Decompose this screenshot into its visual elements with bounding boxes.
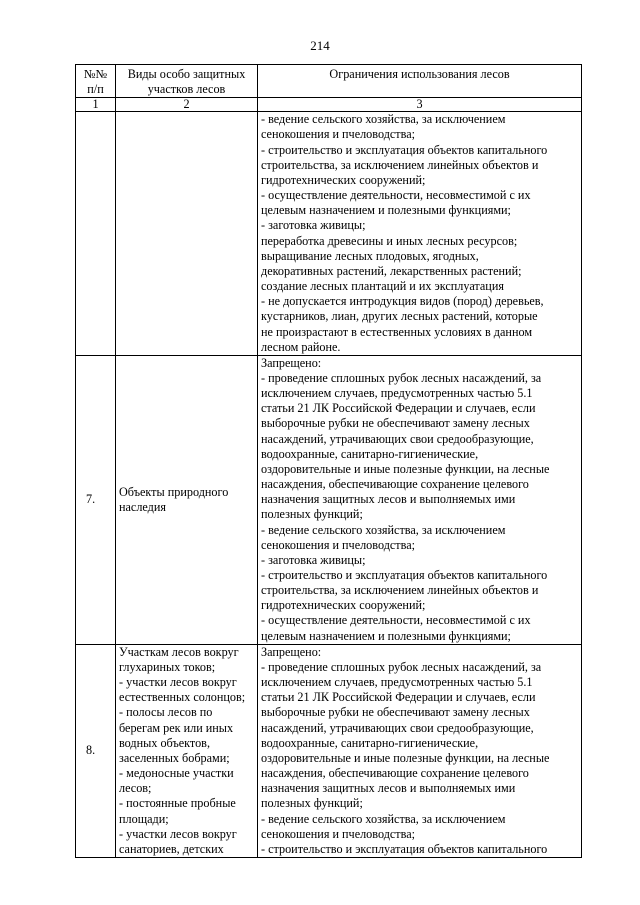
area-type-line: - участки лесов вокруг (119, 675, 237, 690)
header-type: Виды особо защитных участков лесов (116, 65, 258, 98)
restriction-line: - проведение сплошных рубок лесных насаждений, за (261, 370, 542, 385)
restriction-line: целевым назначением и полезными функциями; (261, 628, 511, 643)
restriction-line: гидротехнических сооружений; (261, 598, 426, 613)
restriction-line: назначения защитных лесов и выполняемых ими (261, 781, 516, 796)
table-row (76, 355, 582, 644)
restrictions (258, 644, 582, 857)
restriction-line: не произрастают в естественных условиях в данном (261, 324, 533, 339)
restriction-line: сенокошения и пчеловодства; (261, 127, 416, 142)
area-type-line: естественных солонцов; (119, 690, 246, 705)
restriction-line: сенокошения и пчеловодства; (261, 537, 416, 552)
column-number: 1 (76, 98, 116, 112)
area-type-line: - медоносные участки (119, 766, 234, 781)
restriction-line: - заготовка живицы; (261, 218, 366, 233)
restriction-line: - осуществление деятельности, несовместимой с их (261, 188, 531, 203)
row-number: 7. (76, 355, 116, 644)
area-type (116, 112, 258, 356)
restriction-line: Запрещено: (261, 355, 322, 370)
restriction-line: статьи 21 ЛК Российской Федерации и случаев, если (261, 401, 536, 416)
restriction-line: Запрещено: (261, 644, 322, 659)
restriction-line: исключением случаев, предусмотренных частью 5.1 (261, 386, 533, 401)
restriction-line: насаждения, обеспечивающие сохранение целевого (261, 477, 529, 492)
restrictions (258, 112, 582, 356)
restriction-line: - строительство и эксплуатация объектов капитального (261, 142, 548, 157)
restriction-line: насаждения, обеспечивающие сохранение целевого (261, 766, 529, 781)
column-number-row (76, 98, 582, 112)
restriction-line: переработка древесины и иных лесных ресурсов; (261, 233, 518, 248)
table-header-row (76, 65, 582, 98)
area-type-line: глухариных токов; (119, 659, 216, 674)
area-type-line: Участкам лесов вокруг (119, 644, 239, 659)
area-type-line: - полосы лесов по (119, 705, 213, 720)
restriction-line: насаждений, утрачивающих свои средообразующие, (261, 431, 534, 446)
restriction-line: оздоровительные и иные полезные функции, на лесные (261, 461, 550, 476)
restriction-line: сенокошения и пчеловодства; (261, 826, 416, 841)
restriction-line: строительства, за исключением линейных объектов и (261, 157, 539, 172)
row-number: 8. (76, 644, 116, 857)
restriction-line: декоративных растений, лекарственных растений; (261, 263, 522, 278)
restriction-line: назначения защитных лесов и выполняемых ими (261, 492, 516, 507)
table-row (76, 644, 582, 857)
forest-restrictions-table (75, 64, 582, 858)
restriction-line: целевым назначением и полезными функциями; (261, 203, 511, 218)
restriction-line: водоохранные, санитарно-гигиенические, (261, 735, 479, 750)
area-type-line: водных объектов, (119, 735, 210, 750)
area-type (116, 644, 258, 857)
restriction-line: создание лесных плантаций и их эксплуатация (261, 279, 504, 294)
restriction-line: полезных функций; (261, 796, 363, 811)
area-type-line: наследия (119, 499, 167, 514)
restriction-line: исключением случаев, предусмотренных частью 5.1 (261, 675, 533, 690)
area-type-line: санаториев, детских (119, 841, 224, 856)
column-number: 3 (258, 98, 582, 112)
restriction-line: - строительство и эксплуатация объектов капитального (261, 841, 548, 856)
restriction-line: выборочные рубки не обеспечивают замену лесных (261, 705, 530, 720)
restriction-line: лесном районе. (261, 339, 341, 354)
restrictions (258, 355, 582, 644)
restriction-line: кустарников, лиан, других лесных растений, которые (261, 309, 538, 324)
area-type (116, 355, 258, 644)
area-type-line: лесов; (119, 781, 152, 796)
restriction-line: статьи 21 ЛК Российской Федерации и случаев, если (261, 690, 536, 705)
restriction-line: - ведение сельского хозяйства, за исключением (261, 112, 506, 127)
area-type-line: площади; (119, 811, 169, 826)
restriction-line: - ведение сельского хозяйства, за исключением (261, 522, 506, 537)
header-restrictions: Ограничения использования лесов (258, 65, 582, 98)
area-type-line: заселенных бобрами; (119, 750, 230, 765)
restriction-line: насаждений, утрачивающих свои средообразующие, (261, 720, 534, 735)
restriction-line: - не допускается интродукция видов (пород) деревьев, (261, 294, 544, 309)
restriction-line: - заготовка живицы; (261, 552, 366, 567)
restriction-line: полезных функций; (261, 507, 363, 522)
area-type-line: берегам рек или иных (119, 720, 234, 735)
table-row (76, 112, 582, 356)
restriction-line: оздоровительные и иные полезные функции, на лесные (261, 750, 550, 765)
restriction-line: водоохранные, санитарно-гигиенические, (261, 446, 479, 461)
restriction-line: гидротехнических сооружений; (261, 172, 426, 187)
restriction-line: строительства, за исключением линейных объектов и (261, 583, 539, 598)
column-number: 2 (116, 98, 258, 112)
header-number: №№ п/п (76, 65, 116, 98)
area-type-line: Объекты природного (119, 484, 229, 499)
restriction-line: - ведение сельского хозяйства, за исключением (261, 811, 506, 826)
area-type-line: - постоянные пробные (119, 796, 236, 811)
page-number: 214 (310, 38, 330, 53)
restriction-line: - осуществление деятельности, несовместимой с их (261, 613, 531, 628)
restriction-line: выборочные рубки не обеспечивают замену лесных (261, 416, 530, 431)
area-type-line: - участки лесов вокруг (119, 826, 237, 841)
restriction-line: - проведение сплошных рубок лесных насаждений, за (261, 659, 542, 674)
restriction-line: - строительство и эксплуатация объектов капитального (261, 568, 548, 582)
restriction-line: выращивание лесных плодовых, ягодных, (261, 248, 479, 263)
row-number (76, 112, 116, 356)
